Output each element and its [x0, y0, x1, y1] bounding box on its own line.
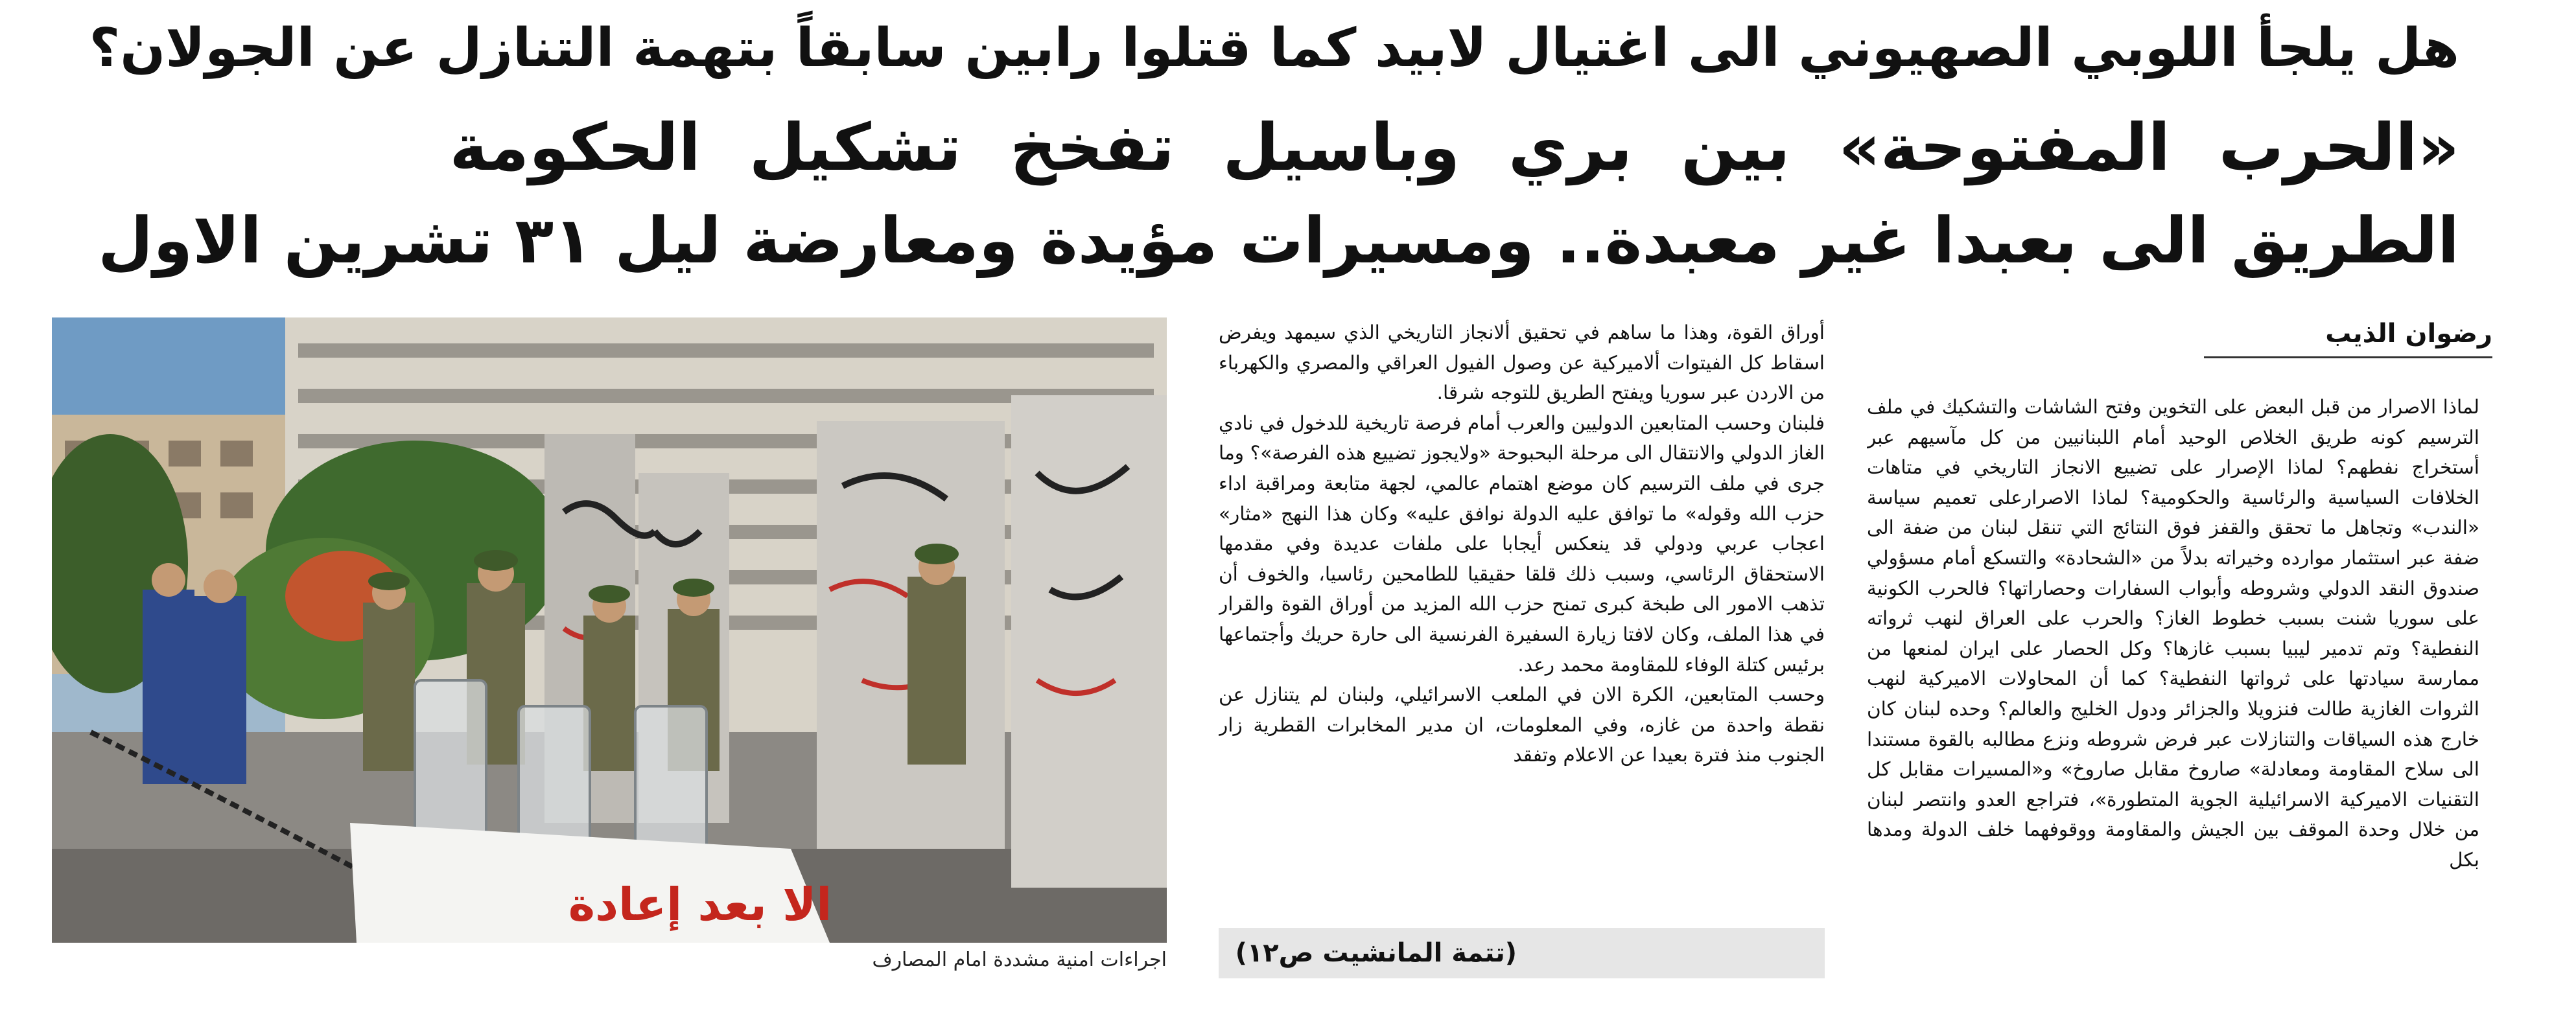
paragraph: فلبنان وحسب المتابعين الدوليين والعرب أمام فرصة تاريخية للدخول في نادي الغاز الدولي والانتقال الى مرحلة البحبوحة «ولايجوز تضييع هذه الفرصة»؟ وما جرى في ملف الترسيم كان موضع اهتمام عالمي، لجهة متابعة ومراقبة اداء حزب الله وقوله» ما توافق عليه الدولة نوافق عليه» وكان هذا النهج «مثار» اعجاب عربي ودولي قد ينعكس أيجابا على ملفات عديدة وفي مقدمها الاستحقاق الرئاسي، وسبب ذلك قلقا حقيقيا للطامحين رئاسيا، والخوف أن تذهب الامور الى طبخة كبرى تمنح حزب الله المزيد من أوراق القوة والقرار في هذا الملف، وكان لافتا زيارة السفيرة الفرنسية الى حارة حريك وأجتماعها برئيس كتلة الوفاء للمقاومة محمد رعد.: [1219, 411, 1825, 676]
headline-line-1: هل يلجأ اللوبي الصهيوني الى اغتيال لابيد كما قتلوا رابين سابقاً بتهمة التنازل عن الجولان؟: [89, 17, 2459, 79]
article-column-right: [1867, 392, 2479, 978]
paragraph: أوراق القوة، وهذا ما ساهم في تحقيق ألانجاز التاريخي الذي سيمهد ويفرض اسقاط كل الفيتوات ألاميركية عن وصول الفيول العراقي والمصري والكهرباء من الاردن عبر سوريا ويفتح الطريق للتوجه شرقا.: [1219, 321, 1825, 404]
headline-line-2: «الحرب المفتوحة» بين بري وباسيل تفخخ تشكيل الحكومة: [449, 109, 2459, 185]
paragraph: لماذا الاصرار من قبل البعض على التخوين وفتح الشاشات والتشكيك في ملف الترسيم كونه طريق الخلاص الوحيد أمام اللبنانيين من كل مآسيهم عبر أستخراج نفطهم؟ لماذا الإصرار على تضييع الانجاز التاريخي في متاهات الخلافات السياسية والرئاسية والحكومية؟ لماذا الاصرارعلى تعميم سياسة «الندب» وتجاهل ما تحقق والقفز فوق النتائج التي تنقل لبنان من ضفة الى ضفة عبر استثمار موارده وخيراته بدلاً من «الشحادة» والتسكع أمام مسؤولي صندوق النقد الدولي وشروطه وأبواب السفارات وحصاراتها؟ فالحرب الكونية على سوريا شنت بسبب خطوط الغاز؟ والحرب على العراق لنهب ثرواته النفطية؟ وتم تدمير ليبيا بسبب غازها؟ وكل الحصار على ايران لمنعها من ممارسة سيادتها على ثرواتها النفطية؟ كما أن المحاولات الاميركية لنهب الثروات الغازية طالت فنزويلا والجزائر ودول الخليج والعالم؟ وحده لبنان كان خارج هذه السياقات والتنازلات عبر فرض شروطه ونزع مطالبه بالقوة مستندا الى سلاح المقاومة ومعادلة» صاروخ مقابل صاروخ» و«المسيرات مقابل كل التقنيات الاميركية الاسرائيلية الجوية المتطورة»، فتراجع العدو وانتصر لبنان من خلال وحدة الموقف بين الجيش والمقاومة ووقوفهما خلف الدولة ومدها بكل: [1867, 396, 2479, 871]
photo-caption: اجراءات امنية مشددة امام المصارف: [872, 949, 1167, 971]
banner-text: الا بعد إعادة: [568, 878, 832, 931]
paragraph: وحسب المتابعين، الكرة الان في الملعب الاسرائيلي، ولبنان لم يتنازل عن نقطة واحدة من غازه، وفي المعلومات، ان مدير المخابرات القطرية زار الجنوب منذ فترة بعيدا عن الاعلام وتفقد: [1219, 684, 1825, 766]
author-byline: رضوان الذيب: [2204, 311, 2492, 358]
continued-on-page-note: (تتمة المانشيت ص١٢): [1219, 928, 1825, 978]
headline-line-3: الطريق الى بعبدا غير معبدة.. ومسيرات مؤيدة ومعارضة ليل ٣١ تشرين الاول: [98, 204, 2459, 278]
article-column-middle: [1219, 317, 1825, 936]
news-photo: [52, 317, 1167, 943]
photo-illustration: [52, 317, 1167, 943]
